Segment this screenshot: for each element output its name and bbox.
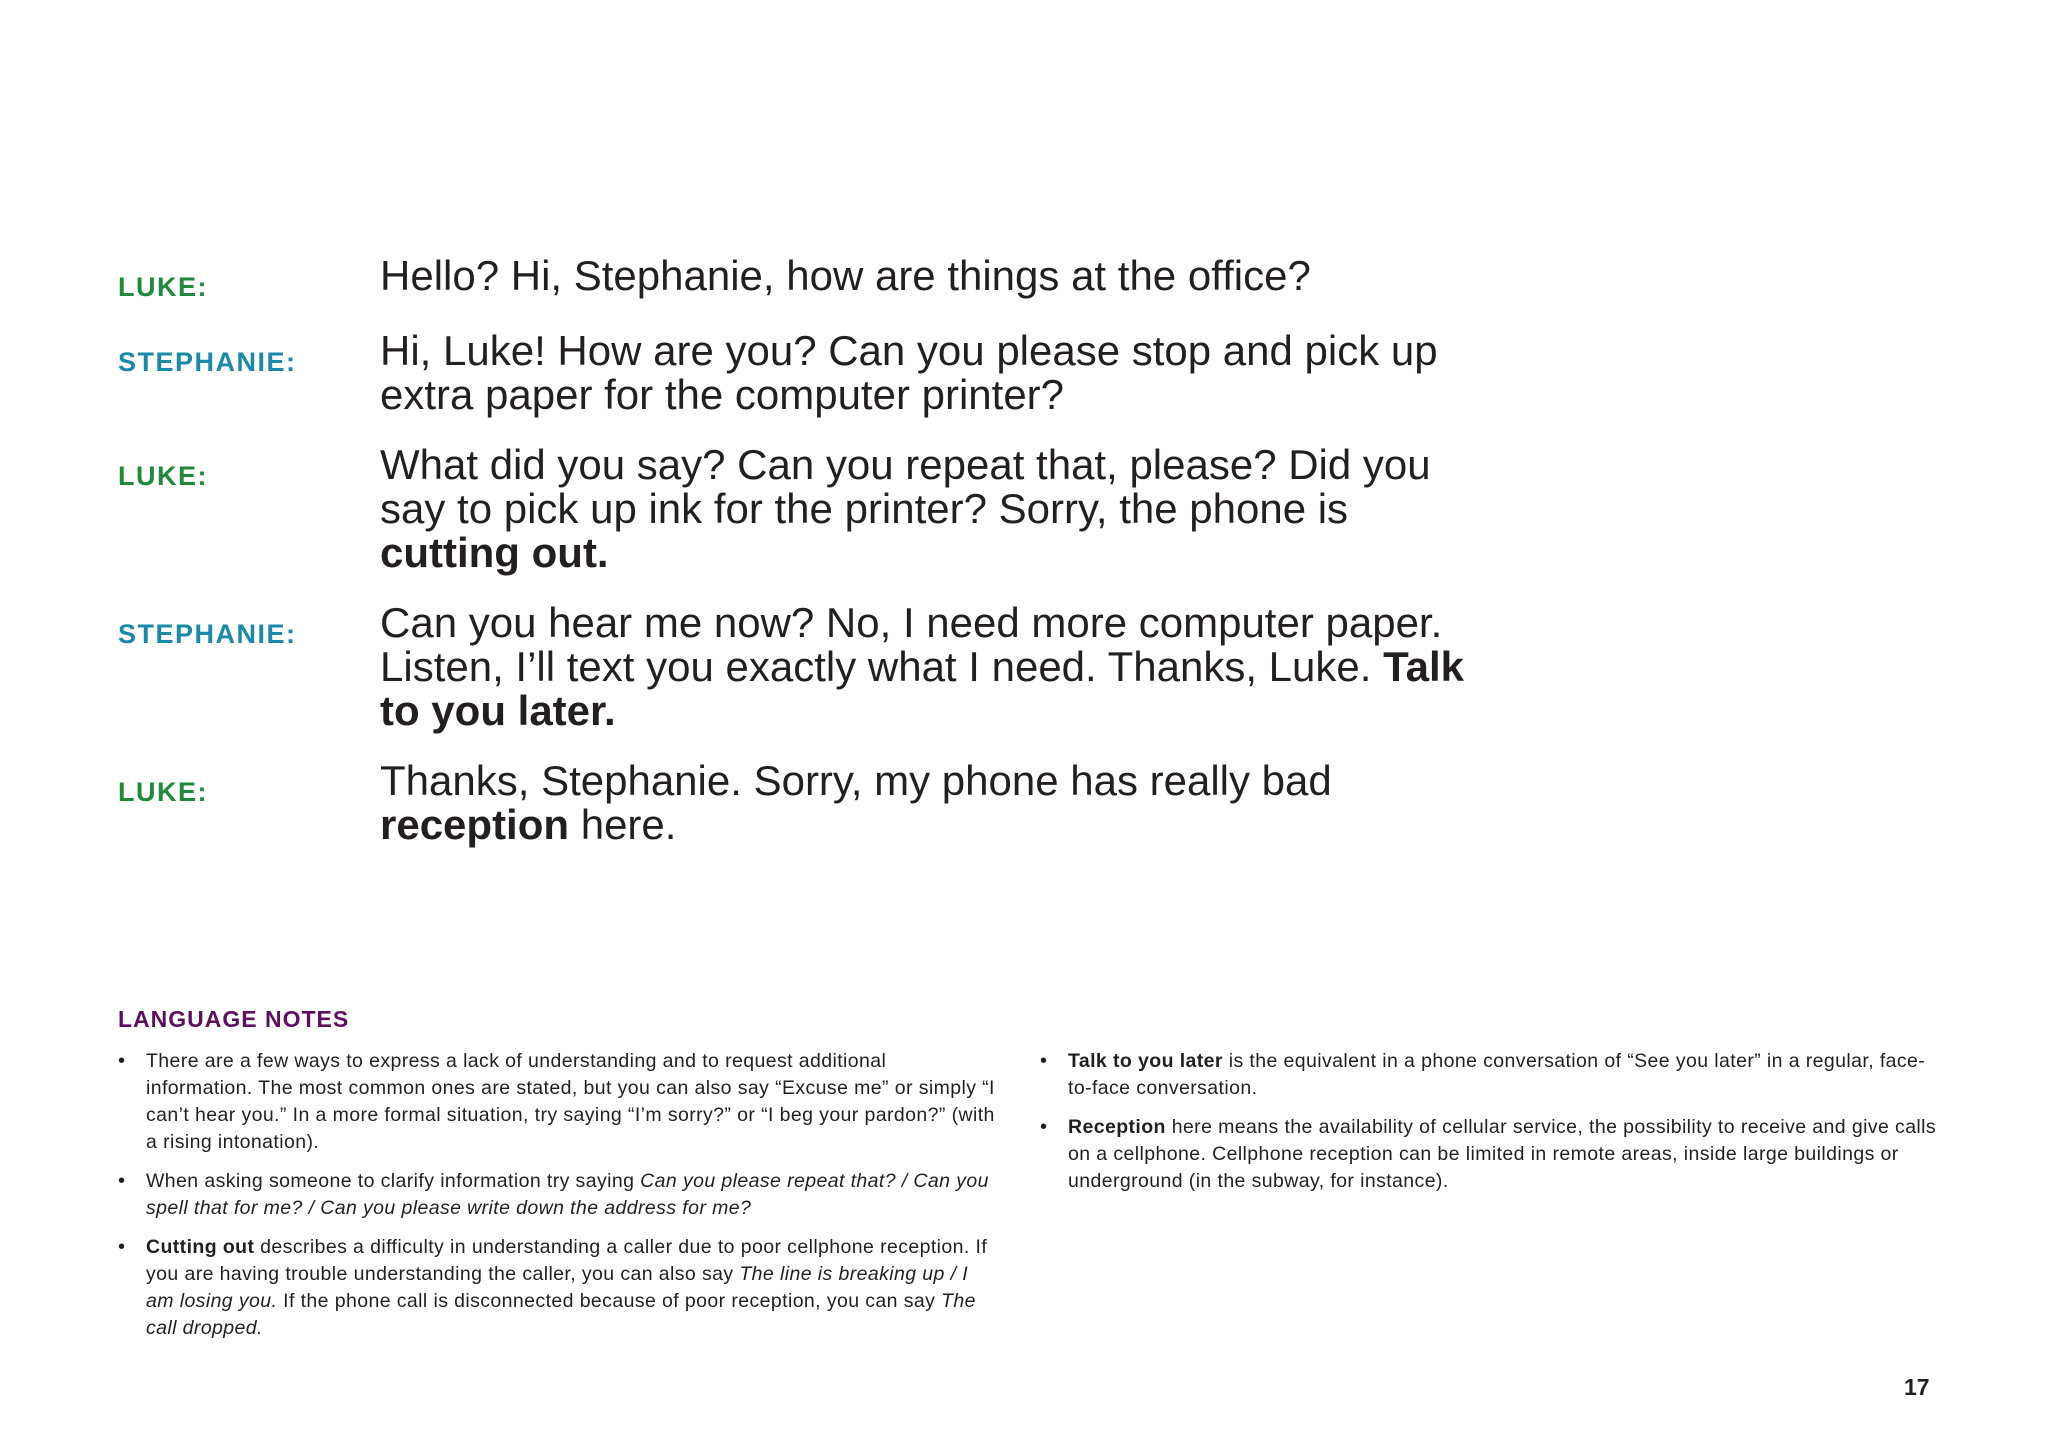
dialogue-line <box>380 601 1498 733</box>
dialogue-turn <box>118 759 1498 847</box>
language-note <box>1040 1114 1940 1195</box>
note-example: The line is breaking up / I am losing you. <box>146 1263 969 1312</box>
line-text: here. <box>569 801 677 848</box>
dialogue-turn <box>118 601 1498 733</box>
note-term: Reception <box>1068 1116 1166 1138</box>
speaker-label: STEPHANIE: <box>118 619 297 649</box>
note-text: describes a difficulty in understanding a caller due to poor cellphone reception. If you are having trouble understanding the caller, you can also say <box>146 1236 988 1285</box>
dialogue-turn <box>118 443 1498 575</box>
note-example: Can you please repeat that? / Can you spell that for me? / Can you please write down the address for me? <box>146 1170 989 1219</box>
bullet-icon: • <box>118 1236 126 1258</box>
note-text: here means the availability of cellular service, the possibility to receive and give calls on a cellphone. Cellphone reception can be limited in remote areas, inside large buildings or underground (in the subway, for instance). <box>1068 1116 1937 1192</box>
note-text: If the phone call is disconnected because of poor reception, you can say <box>277 1290 942 1312</box>
bullet-icon: • <box>1040 1116 1048 1138</box>
line-emphasis: Talk to you later. <box>380 643 1465 734</box>
language-note <box>118 1168 998 1222</box>
line-emphasis: reception <box>380 801 570 848</box>
dialogue-line <box>380 254 1311 303</box>
speaker-label: STEPHANIE: <box>118 347 297 377</box>
bullet-icon: • <box>1040 1050 1048 1072</box>
line-emphasis: cutting out. <box>380 529 609 576</box>
language-note <box>118 1234 998 1342</box>
line-text: What did you say? Can you repeat that, please? Did you say to pick up ink for the printer? Sorry, the phone is <box>380 441 1431 532</box>
dialogue <box>118 254 1498 873</box>
note-term: Cutting out <box>146 1236 255 1258</box>
line-text: Can you hear me now? No, I need more computer paper. Listen, I’ll text you exactly what I need. Thanks, Luke. <box>380 599 1443 690</box>
language-notes-heading: LANGUAGE NOTES <box>118 1006 350 1032</box>
line-text: Hello? Hi, Stephanie, how are things at the office? <box>380 252 1311 299</box>
dialogue-turn <box>118 329 1498 417</box>
dialogue-line <box>380 443 1498 575</box>
bullet-icon: • <box>118 1050 126 1072</box>
language-note <box>118 1048 998 1156</box>
note-example: The call dropped. <box>146 1290 976 1339</box>
page-number: 17 <box>1904 1374 1930 1400</box>
bullet-icon: • <box>118 1170 126 1192</box>
speaker-label: LUKE: <box>118 272 208 302</box>
dialogue-line <box>380 759 1498 847</box>
dialogue-line <box>380 329 1498 417</box>
note-text: When asking someone to clarify information try saying <box>146 1170 641 1192</box>
speaker-label: LUKE: <box>118 777 208 807</box>
dialogue-turn <box>118 254 1498 303</box>
note-text: is the equivalent in a phone conversation of “See you later” in a regular, face-to-face conversation. <box>1068 1050 1926 1099</box>
language-notes-left-column <box>118 1048 998 1354</box>
line-text: Thanks, Stephanie. Sorry, my phone has really bad <box>380 757 1332 804</box>
language-note <box>1040 1048 1940 1102</box>
note-term: Talk to you later <box>1068 1050 1223 1072</box>
note-text: There are a few ways to express a lack of understanding and to request additional information. The most common ones are stated, but you can also say “Excuse me” or simply “I can’t hear you.” In a more formal situation, try saying “I’m sorry?” or “I beg your pardon?” (with a rising intonation). <box>146 1050 995 1153</box>
language-notes-right-column <box>1040 1048 1940 1207</box>
speaker-label: LUKE: <box>118 461 208 491</box>
line-text: Hi, Luke! How are you? Can you please stop and pick up extra paper for the computer printer? <box>380 327 1438 418</box>
